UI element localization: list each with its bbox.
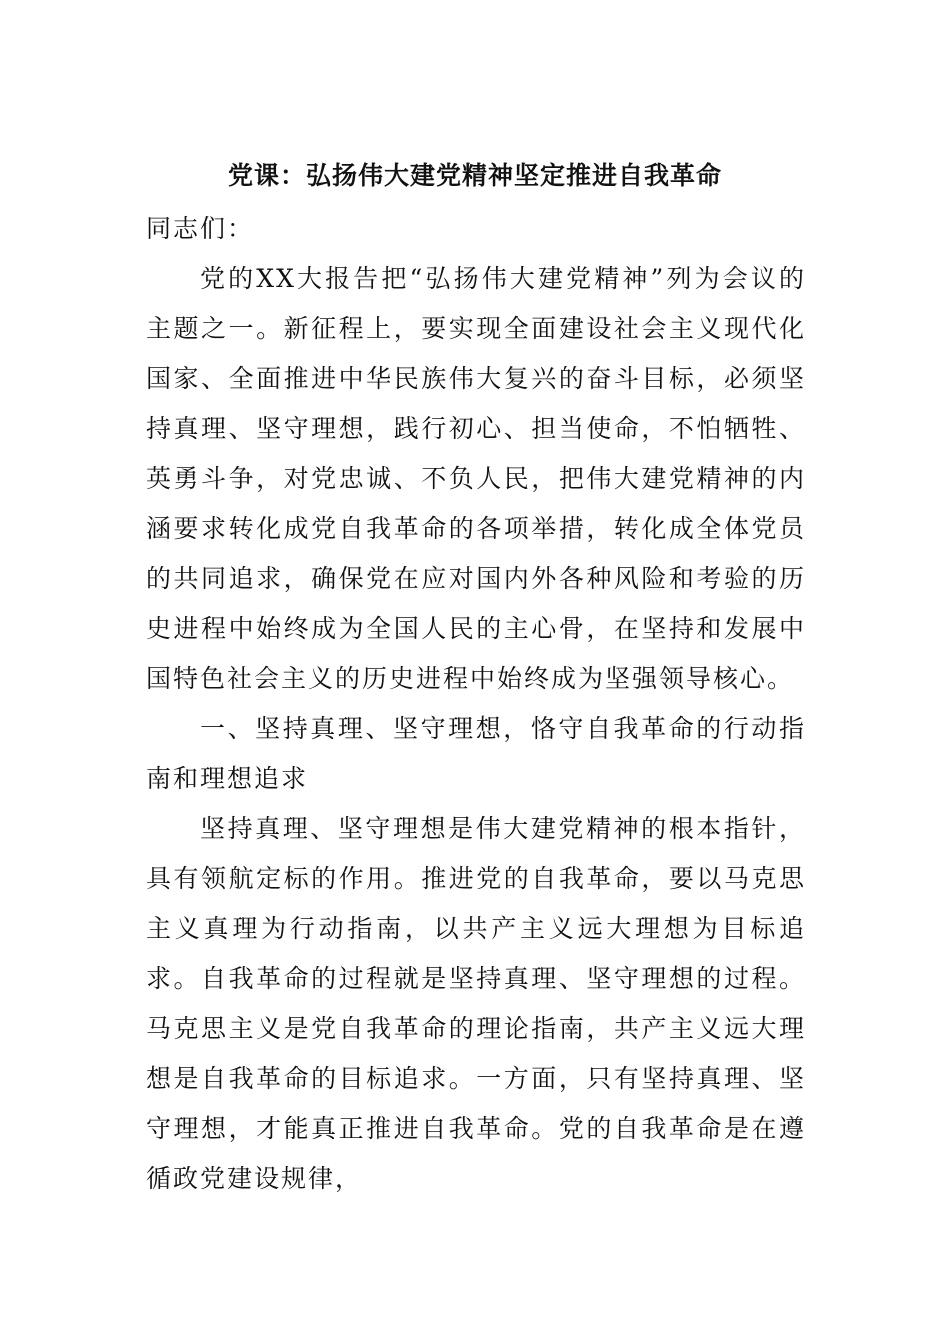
document-body [146,204,806,1204]
salutation: 同志们： [146,214,255,243]
paragraph-intro: 党的XX大报告把“弘扬伟大建党精神”列为会议的主题之一。新征程上，要实现全面建设社会主义现代化国家、全面推进中华民族伟大复兴的奋斗目标，必须坚持真理、坚守理想，践行初心、担当使命，不怕牺牲、英勇斗争，对党忠诚、不负人民，把伟大建党精神的内涵要求转化成党自我革命的各项举措，转化成全体党员的共同追求，确保党在应对国内外各种风险和考验的历史进程中始终成为全国人民的主心骨，在坚持和发展中国特色社会主义的历史进程中始终成为坚强领导核心。 [146,264,806,693]
paragraph-section-1: 坚持真理、坚守理想是伟大建党精神的根本指针，具有领航定标的作用。推进党的自我革命，要以马克思主义真理为行动指南，以共产主义远大理想为目标追求。自我革命的过程就是坚持真理、坚守理想的过程。马克思主义是党自我革命的理论指南，共产主义远大理想是自我革命的目标追求。一方面，只有坚持真理、坚守理想，才能真正推进自我革命。党的自我革命是在遵循政党建设规律， [146,814,806,1193]
document-title: 党课：弘扬伟大建党精神坚定推进自我革命 [227,161,722,190]
section-heading-1: 一、坚持真理、坚守理想，恪守自我革命的行动指南和理想追求 [146,714,806,793]
